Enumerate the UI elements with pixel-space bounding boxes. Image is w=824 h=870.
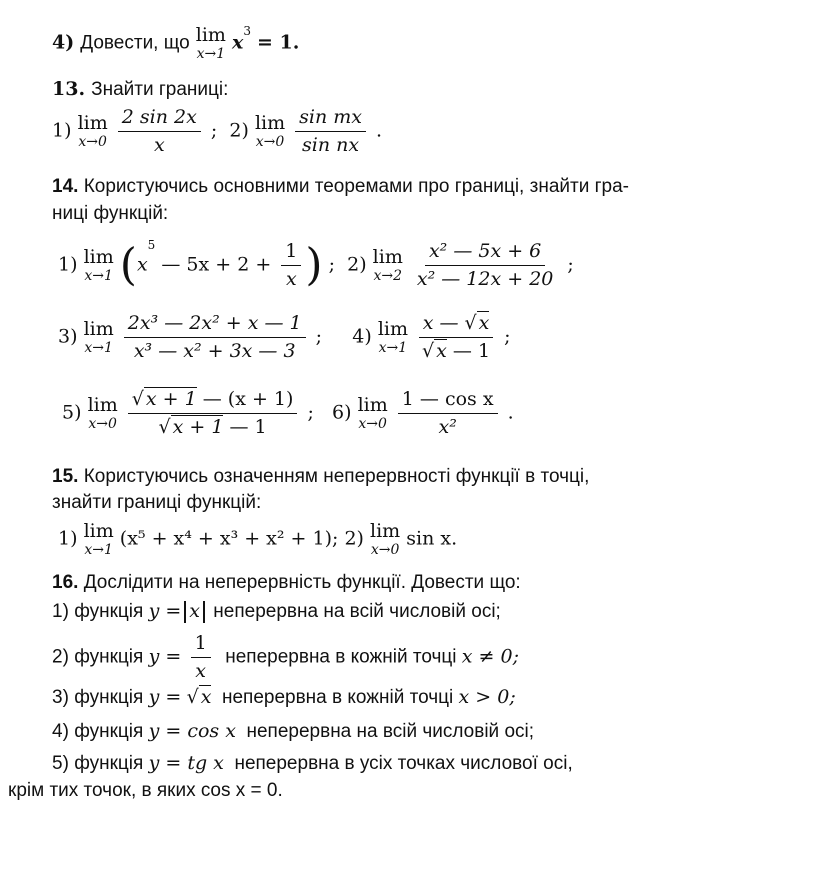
limit: lim x→1: [195, 24, 226, 62]
fraction: $\frac{\text{sin mx}}{\text{sin nx}}$: [295, 106, 366, 157]
section-16-item-1: 1) функція y = x неперервна на всій числовій осі;: [52, 600, 501, 622]
section-14-row-2: 3) lim x→1 $\frac{\text{2x³ — 2x² + x — 1}}{\text{x³ — x² + 3x — 3}}$ ; 4) lim x→1 $\frac{x — √ x}{√ x — 1}$ ;: [58, 312, 511, 362]
section-text: Знайти границі:: [91, 79, 229, 100]
section-16-item-2: 2) функція y = $\frac{1}{x}$ неперервна в кожній точці x ≠ 0;: [52, 632, 519, 682]
section-14-row-1: 1) lim x→1 ($x^5$ — 5x + 2 + $\frac{1}{x}$ ) ; 2) lim x→2 $\frac{\text{x² — 5x + 6}}{\text{x² — 12x + 20}}$ ;: [58, 238, 574, 291]
section-16-item-3: 3) функція y = √ x неперервна в кожній точці x > 0;: [52, 686, 516, 708]
section-15-items: 1) lim x→1 (x⁵ + x⁴ + x³ + x² + 1); 2) lim x→0 sin x.: [58, 520, 458, 558]
problem-4: 4) Довести, що lim x→1 $x^3 = 1$.: [52, 24, 300, 62]
section-13-items: 1) lim x→0 $\frac{2 \sin 2x}{x}$ ; 2) lim x→0 $\frac{\text{sin mx}}{\text{sin nx}}$ .: [52, 106, 383, 156]
section-16-heading: 16. Дослідити на неперервність функції. Довести що:: [52, 572, 521, 593]
section-16-item-4: 4) функція y = cos x неперервна на всій числовій осі;: [52, 720, 535, 742]
section-13-heading: [52, 78, 228, 102]
section-15-text-2: знайти границі функцій:: [52, 492, 262, 513]
item-number: 4): [52, 31, 75, 54]
section-16-item-5: 5) функція y = tg x неперервна в усіх точках числової осі,: [52, 752, 573, 774]
limit: lim x→0: [254, 111, 286, 150]
section-15-text-1: 15. Користуючись означенням неперервності функції в точці,: [52, 466, 590, 487]
section-14-text-1: 14. Користуючись основними теоремами про границі, знайти гра-: [52, 176, 629, 197]
limit: lim x→0: [77, 111, 108, 150]
section-14-text-2: ниці функцій:: [52, 203, 169, 224]
item-text: Довести, що: [80, 32, 190, 54]
fraction: $\frac{2 \sin 2x}{x}$: [118, 106, 201, 157]
section-14-row-3: 5) lim x→0 $\frac{√ x + 1 — (x + 1)}{√ x + 1 — 1}$ ; 6) lim x→0 $\frac{\text{1 — cos x}}{\text{x²}}$ .: [62, 388, 514, 438]
section-number: 13.: [52, 78, 86, 100]
section-16-item-5-cont: крім тих точок, в яких cos x = 0.: [8, 780, 283, 801]
